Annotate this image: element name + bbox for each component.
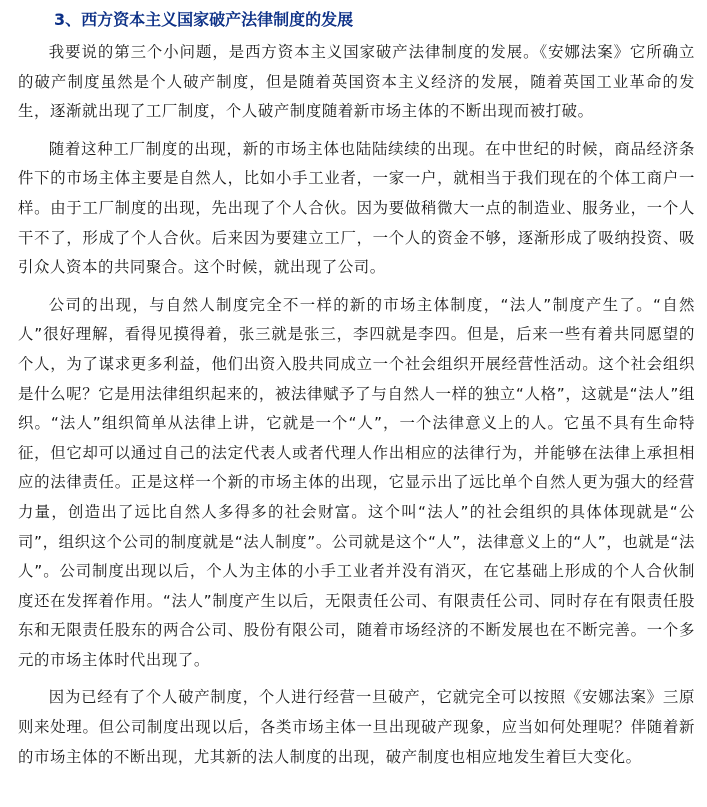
paragraph-3: 公司的出现，与自然人制度完全不一样的新的市场主体制度，“法人”制度产生了。“自然人”很好理解，看得见摸得着，张三就是张三，李四就是李四。但是，后来一些有着共同愿望的个人，为了谋求更多利益，他们出资入股共同成立一个社会组织开展经营性活动。这个社会组织是什么呢？它是用法律组织起来的，被法律赋予了与自然人一样的独立“人格”，这就是“法人”组织。“法人”组织简单从法律上讲，它就是一个“人”，一个法律意义上的人。它虽不具有生命特征，但它却可以通过自己的法定代表人或者代理人作出相应的法律行为，并能够在法律上承担相应的法律责任。正是这样一个新的市场主体的出现，它显示出了远比单个自然人更为强大的经营力量，创造出了远比自然人多得多的社会财富。这个叫“法人”的社会组织的具体体现就是“公司”，组织这个公司的制度就是“法人制度”。公司就是这个“人”，法律意义上的“人”，也就是“法人”。公司制度出现以后，个人为主体的小手工业者并没有消灭，在它基础上形成的个人合伙制度还在发挥着作用。“法人”制度产生以后，无限责任公司、有限责任公司、同时存在有限责任股东和无限责任股东的两合公司、股份有限公司，随着市场经济的不断发展也在不断完善。一个多元的市场主体时代出现了。 — [18, 295, 695, 669]
paragraph-1: 我要说的第三个小问题，是西方资本主义国家破产法律制度的发展。《安娜法案》它所确立的破产制度虽然是个人破产制度，但是随着英国资本主义经济的发展，随着英国工业革命的发生，逐渐就出现了工厂制度，个人破产制度随着新市场主体的不断出现而被打破。 — [18, 43, 695, 121]
paragraph-2: 随着这种工厂制度的出现，新的市场主体也陆陆续续的出现。在中世纪的时候，商品经济条件下的市场主体主要是自然人，比如小手工业者，一家一户，就相当于我们现在的个体工商户一样。由于工厂制度的出现，先出现了个人合伙。因为要做稍微大一点的制造业、服务业，一个人干不了，形成了个人合伙。后来因为要建立工厂，一个人的资金不够，逐渐形成了吸纳投资、吸引众人资本的共同聚合。这个时候，就出现了公司。 — [18, 139, 695, 277]
section-heading: 3、西方资本主义国家破产法律制度的发展 — [54, 10, 354, 29]
paragraph-4: 因为已经有了个人破产制度，个人进行经营一旦破产，它就完全可以按照《安娜法案》三原则来处理。但公司制度出现以后，各类市场主体一旦出现破产现象，应当如何处理呢？伴随着新的市场主体的不断出现，尤其新的法人制度的出现，破产制度也相应地发生着巨大变化。 — [18, 688, 695, 766]
